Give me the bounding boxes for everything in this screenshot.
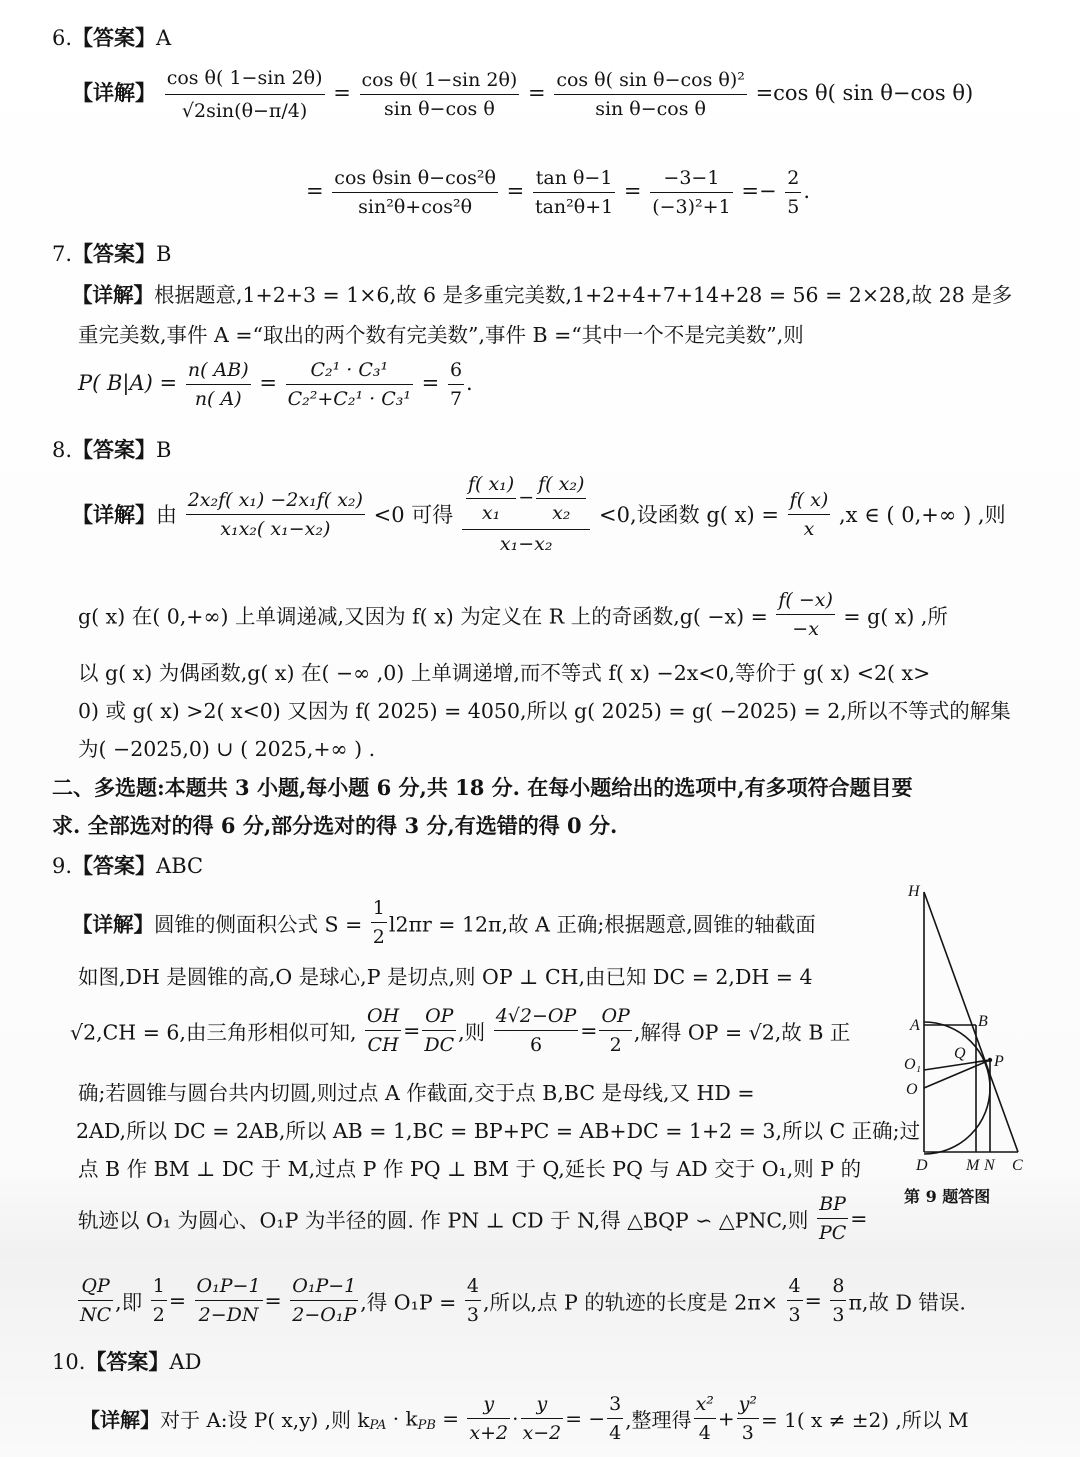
q9-detail-line-7: 轨迹以 O₁ 为圆心、O₁P 为半径的圆. 作 PN ⊥ CD 于 N,得 △BQP ∽ △PNC,则 $\frac{BP}{PC}$ =: [78, 1190, 867, 1247]
q6-fraction-8: $\frac{2}{5}$: [785, 164, 801, 221]
q8-detail-line-2: g( x) 在( 0,+∞) 上单调递减,又因为 f( x) 为定义在 R 上的奇函数,g( −x) = $\frac{f( -x)}{-x}$ = g( x) ,所: [78, 586, 948, 643]
q7-fraction-3: $\frac{6}{7}$: [448, 356, 464, 413]
q6-fraction-2: $\frac{\text{cos θ( 1−sin 2θ)}}{\text{sin θ−cos θ}}$: [360, 66, 520, 123]
q8-detail-line-5: 为( −2025,0) ∪ ( 2025,+∞ ) .: [78, 737, 376, 761]
q9-detail-line-8: $\frac{QP}{NC}$ ,即 $\frac{1}{2}$ = $\frac{\text{O₁P−1}}{2-DN}$ = $\frac{\text{O₁P−1}}{\text{2−O₁P}}$ ,得 O₁P = $\frac{4}{3}$ ,所以,点 P 的轨迹的长度是 2π× $\frac{4}{3}$ = $\frac{8}{3}$ π,故 D 错误.: [76, 1272, 966, 1329]
label-M: M: [966, 1157, 980, 1174]
q9-geometry-figure: [896, 880, 1046, 1210]
q9-detail-line-4: 确;若圆锥与圆台共内切圆,则过点 A 作截面,交于点 B,BC 是母线,又 HD =: [78, 1081, 755, 1105]
q9-detail-line-5: 2AD,所以 DC = 2AB,所以 AB = 1,BC = BP+PC = AB+DC = 1+2 = 3,所以 C 正确;过: [76, 1119, 921, 1143]
q8-detail-line-1: 【详解】由 $\frac{\text{2x₂f( x₁) −2x₁f( x₂)}}{\text{x₁x₂( x₁−x₂)}}$ <0 可得 $\frac{\text{f( x₁)}}{\text{x₁}}$ − $\frac{\text{f( x₂)}}{\text{x₂}}$ x₁−x₂ <0,设函数 g( x) = $\frac{f( x)}{x}$ ,x ∈ ( 0,+∞ ) ,则: [72, 470, 1006, 558]
q7-answer: B: [156, 242, 172, 266]
label-O: O: [906, 1081, 918, 1098]
label-H: H: [908, 883, 920, 900]
q7-answer-line: 7.【答案】B: [52, 241, 172, 266]
q6-number: 6.: [52, 26, 73, 50]
label-D: D: [916, 1157, 928, 1174]
q6-answer: A: [156, 26, 172, 50]
q6-answer-tag: 【答案】: [72, 25, 157, 50]
q7-fraction-2: $\frac{\text{C₂¹ · C₃¹}}{\text{C₂²+C₂¹ · C₃¹}}$: [286, 356, 413, 413]
label-P: P: [994, 1053, 1004, 1070]
label-C: C: [1012, 1157, 1023, 1174]
q10-answer-line: 10.【答案】AD: [52, 1349, 202, 1374]
q6-detail-tag: 【详解】: [72, 80, 156, 105]
line-HC: [924, 892, 1018, 1152]
q8-compound-fraction: $\frac{\text{f( x₁)}}{\text{x₁}}$ − $\frac{\text{f( x₂)}}{\text{x₂}}$ x₁−x₂: [462, 470, 590, 558]
q8-g-fraction: $\frac{f( x)}{x}$: [788, 486, 831, 543]
q8-answer-line: 8.【答案】B: [52, 437, 172, 462]
q9-figure-caption: 第 9 题答图: [904, 1187, 991, 1206]
label-A: A: [910, 1017, 920, 1034]
q6-detail-line-1: 【详解】 $\frac{\text{cos θ( 1−sin 2θ)}}{√2\sin(\theta-\pi/4)}$ = $\frac{\text{cos θ( 1−sin 2θ)}}{\text{sin θ−cos θ}}$ = $\frac{\text{cos θ( sin θ−cos θ)²}}{\text{sin θ−cos θ}}$ =cos θ( sin θ−cos θ): [72, 62, 973, 127]
q7-detail-line-3: P( B|A) = $\frac{n( AB)}{n( A)}$ = $\frac{\text{C₂¹ · C₃¹}}{\text{C₂²+C₂¹ · C₃¹}}$ = $\frac{6}{7}$ .: [78, 356, 473, 413]
q9-detail-line-3: √2,CH = 6,由三角形相似可知, $\frac{OH}{CH}$ = $\frac{OP}{DC}$ ,则 $\frac{4√2-OP}{6}$ = $\frac{OP}{2}$ ,解得 OP = √2,故 B 正: [70, 1002, 850, 1059]
q9-answer: ABC: [156, 854, 204, 878]
point-P: [988, 1058, 992, 1062]
section2-heading-line-2: 求. 全部选对的得 6 分,部分选对的得 3 分,有选错的得 0 分.: [52, 813, 618, 838]
q7-detail-line-2: 重完美数,事件 A =“取出的两个数有完美数”,事件 B =“其中一个不是完美数”,则: [78, 323, 804, 347]
q6-result-expr: cos θ( sin θ−cos θ): [773, 81, 974, 105]
label-Q: Q: [954, 1045, 966, 1062]
q7-fraction-1: $\frac{n( AB)}{n( A)}$: [186, 356, 251, 413]
q9-detail-line-2: 如图,DH 是圆锥的高,O 是球心,P 是切点,则 OP ⊥ CH,由已知 DC = 2,DH = 4: [78, 965, 813, 989]
q9-detail-line-6: 点 B 作 BM ⊥ DC 于 M,过点 P 作 PQ ⊥ BM 于 Q,延长 PQ 与 AD 交于 O₁,则 P 的: [78, 1157, 862, 1181]
q9-answer-line: 9.【答案】ABC: [52, 853, 204, 878]
q6-answer-line: [52, 22, 171, 52]
q9-detail-line-1: 【详解】圆锥的侧面积公式 S = $\frac{1}{2}$ l2πr = 12π,故 A 正确;根据题意,圆锥的轴截面: [72, 894, 816, 951]
inscribed-arc: [924, 1022, 990, 1154]
label-O1: O₁: [904, 1056, 922, 1073]
q6-fraction-5: $\frac{\text{cos θsin θ−cos²θ}}{\text{sin²θ+cos²θ}}$: [332, 164, 498, 221]
q6-detail-line-2: = $\frac{\text{cos θsin θ−cos²θ}}{\text{sin²θ+cos²θ}}$ = $\frac{\text{tan θ−1}}{\text{tan²θ+1}}$ = $\frac{-3-1}{\text{(−3)²+1}}$ =− $\frac{2}{5}$ .: [306, 164, 810, 221]
label-N: N: [984, 1157, 995, 1174]
q7-detail-line-1: 【详解】根据题意,1+2+3 = 1×6,故 6 是多重完美数,1+2+4+7+14+28 = 56 = 2×28,故 28 是多: [72, 283, 1013, 307]
q6-fraction-6: $\frac{\text{tan θ−1}}{\text{tan²θ+1}}$: [533, 164, 615, 221]
q6-fraction-1: $\frac{\text{cos θ( 1−sin 2θ)}}{√2\sin(\theta-\pi/4)}$: [165, 62, 325, 127]
q8-fraction-1: $\frac{\text{2x₂f( x₁) −2x₁f( x₂)}}{\text{x₁x₂( x₁−x₂)}}$: [186, 486, 365, 543]
q8-answer: B: [156, 438, 172, 462]
q8-detail-line-4: 0) 或 g( x) >2( x<0) 又因为 f( 2025) = 4050,所以 g( 2025) = g( −2025) = 2,所以不等式的解集: [78, 699, 1011, 723]
q6-fraction-3: $\frac{\text{cos θ( sin θ−cos θ)²}}{\text{sin θ−cos θ}}$: [554, 66, 747, 123]
section2-heading-line-1: 二、多选题:本题共 3 小题,每小题 6 分,共 18 分. 在每小题给出的选项中,有多项符合题目要: [52, 775, 913, 800]
q10-answer: AD: [169, 1350, 202, 1374]
q10-detail-line-1: 【详解】对于 A:设 P( x,y) ,则 $k_{PA} \cdot k_{PB}$ = $\frac{y}{x+2}$ · $\frac{y}{x-2}$ = − $\frac{3}{4}$ ,整理得 $\frac{\text{x²}}{4}$ + $\frac{\text{y²}}{3}$ = 1( x ≠ ±2) ,所以 M: [80, 1390, 969, 1447]
q6-fraction-7: $\frac{-3-1}{\text{(−3)²+1}}$: [650, 164, 732, 221]
label-B: B: [978, 1013, 988, 1030]
q8-detail-line-3: 以 g( x) 为偶函数,g( x) 在( −∞ ,0) 上单调递增,而不等式 f( x) −2x<0,等价于 g( x) <2( x>: [78, 661, 931, 685]
